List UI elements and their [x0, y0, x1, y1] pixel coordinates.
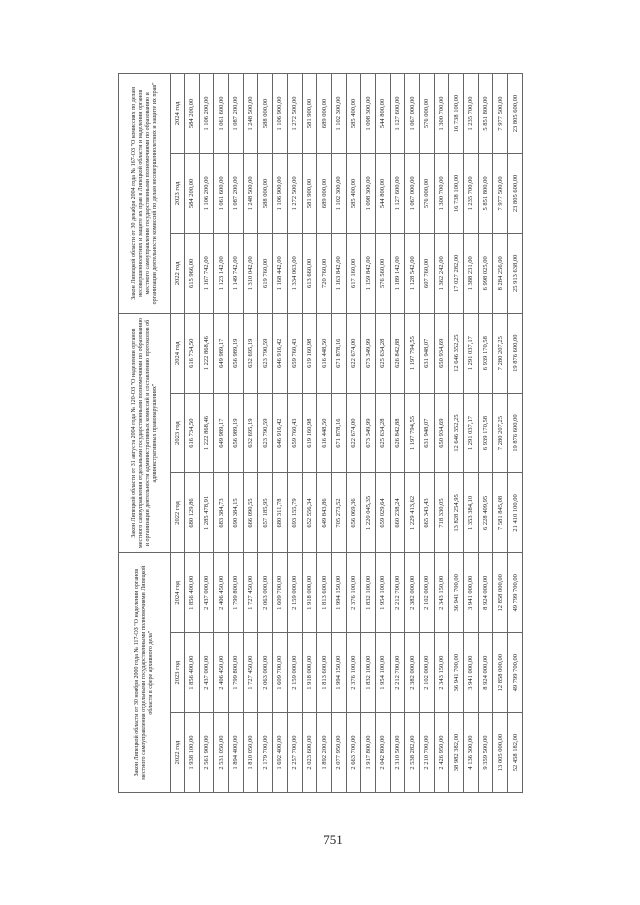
value-cell: 576 000,00 — [420, 74, 435, 154]
value-cell: 19 876 600,00 — [508, 393, 523, 473]
table-row — [273, 74, 288, 793]
value-cell: 632 695,19 — [243, 393, 258, 473]
value-cell: 1 128 542,00 — [405, 233, 420, 313]
value-cell: 544 800,00 — [375, 74, 390, 154]
table-row — [478, 74, 493, 793]
value-cell: 2 376 100,00 — [346, 633, 361, 713]
value-cell: 650 934,69 — [434, 393, 449, 473]
value-cell: 3 941 000,00 — [464, 633, 479, 713]
value-cell: 12 646 352,25 — [449, 393, 464, 473]
value-cell: 718 330,05 — [434, 473, 449, 553]
value-cell: 1 362 242,00 — [434, 233, 449, 313]
value-cell: 7 977 500,00 — [493, 74, 508, 154]
value-cell: 1 229 413,62 — [405, 473, 420, 553]
value-cell: 1 692 400,00 — [273, 713, 288, 793]
law-header: Закон Липецкой области от 30 декабря 2004 года № 167-ОЗ "О комиссиях по делам несовершеннолетних и защите их прав в Липецкой области и наделении органов местного самоуправления государственными полномочиями по образованию и организации деятельности комиссий по делам несовершеннолетних и защите их прав" — [119, 74, 171, 314]
value-cell: 2 343 150,00 — [434, 553, 449, 633]
value-cell: 2 102 000,00 — [420, 553, 435, 633]
value-cell: 659 760,43 — [287, 313, 302, 393]
value-cell: 683 384,73 — [214, 473, 229, 553]
value-cell: 2 382 000,00 — [405, 633, 420, 713]
table-row — [302, 74, 317, 793]
value-cell: 19 876 600,00 — [508, 313, 523, 393]
table-row — [243, 74, 258, 793]
value-cell: 12 646 352,25 — [449, 313, 464, 393]
value-cell: 646 916,42 — [273, 393, 288, 473]
value-cell: 1 106 200,00 — [199, 154, 214, 234]
value-cell: 690 384,15 — [229, 473, 244, 553]
value-cell: 1 106 900,00 — [273, 74, 288, 154]
header-row — [119, 74, 171, 793]
value-cell: 576 000,00 — [420, 154, 435, 234]
value-cell: 1 994 150,00 — [331, 633, 346, 713]
value-cell: 12 858 000,00 — [493, 633, 508, 713]
value-cell: 2 343 150,00 — [434, 633, 449, 713]
value-cell: 1 168 442,00 — [273, 233, 288, 313]
table-row — [346, 74, 361, 793]
value-cell: 650 934,69 — [434, 313, 449, 393]
value-cell: 1 272 500,00 — [287, 154, 302, 234]
value-cell: 622 674,00 — [346, 393, 361, 473]
value-cell: 613 660,00 — [302, 233, 317, 313]
value-cell: 4 136 300,00 — [464, 713, 479, 793]
value-cell: 671 878,16 — [331, 313, 346, 393]
table-row — [361, 74, 376, 793]
year-cell: 2024 год — [171, 74, 185, 154]
year-cell: 2022 год — [171, 233, 185, 313]
value-cell: 1 300 700,00 — [434, 154, 449, 234]
value-cell: 7 977 500,00 — [493, 154, 508, 234]
value-cell: 2 077 950,00 — [331, 713, 346, 793]
value-cell: 1 813 600,00 — [317, 633, 332, 713]
table-row — [405, 74, 420, 793]
value-cell: 1 810 050,00 — [243, 713, 258, 793]
value-cell: 665 343,43 — [420, 473, 435, 553]
value-cell: 1 163 842,00 — [331, 233, 346, 313]
year-cell: 2023 год — [171, 154, 185, 234]
year-cell: 2023 год — [171, 633, 185, 713]
value-cell: 1 917 800,00 — [361, 713, 376, 793]
value-cell: 1 856 400,00 — [185, 633, 200, 713]
value-cell: 1 832 100,00 — [361, 553, 376, 633]
value-cell: 8 924 000,00 — [478, 553, 493, 633]
value-cell: 1 609 700,00 — [273, 553, 288, 633]
value-cell: 1 197 794,55 — [405, 313, 420, 393]
value-cell: 616 448,50 — [317, 393, 332, 473]
value-cell: 584 200,00 — [185, 74, 200, 154]
value-cell: 588 000,00 — [258, 154, 273, 234]
value-cell: 689 000,00 — [317, 154, 332, 234]
value-cell: 2 376 100,00 — [346, 553, 361, 633]
value-cell: 2 437 000,00 — [199, 553, 214, 633]
value-cell: 1 067 000,00 — [405, 154, 420, 234]
value-cell: 36 941 700,00 — [449, 553, 464, 633]
value-cell: 13 828 254,95 — [449, 473, 464, 553]
value-cell: 576 560,00 — [375, 233, 390, 313]
value-cell: 1 102 300,00 — [331, 74, 346, 154]
value-cell: 2 212 700,00 — [390, 553, 405, 633]
value-cell: 2 663 700,00 — [346, 713, 361, 793]
value-cell: 649 989,17 — [214, 393, 229, 473]
table-row — [317, 74, 332, 793]
value-cell: 2 159 000,00 — [287, 633, 302, 713]
value-cell: 588 000,00 — [258, 74, 273, 154]
value-cell: 1 310 042,00 — [243, 233, 258, 313]
value-cell: 581 900,00 — [302, 154, 317, 234]
value-cell: 1 727 450,00 — [243, 553, 258, 633]
value-cell: 656 989,19 — [229, 313, 244, 393]
value-cell: 52 458 182,00 — [508, 713, 523, 793]
value-cell: 1 061 600,00 — [214, 74, 229, 154]
value-cell: 23 805 600,00 — [508, 74, 523, 154]
value-cell: 1 799 800,00 — [229, 633, 244, 713]
value-cell: 616 448,50 — [317, 313, 332, 393]
value-cell: 626 842,88 — [390, 313, 405, 393]
value-cell: 7 280 207,25 — [493, 393, 508, 473]
value-cell: 2 102 000,00 — [420, 633, 435, 713]
value-cell: 1 727 450,00 — [243, 633, 258, 713]
value-cell: 657 185,95 — [258, 473, 273, 553]
value-cell: 1 127 600,00 — [390, 74, 405, 154]
value-cell: 2 063 000,00 — [258, 633, 273, 713]
value-cell: 25 913 638,00 — [508, 233, 523, 313]
value-cell: 1 892 200,00 — [317, 713, 332, 793]
value-cell: 2 561 900,00 — [199, 713, 214, 793]
value-cell: 21 410 100,00 — [508, 473, 523, 553]
value-cell: 1 102 300,00 — [331, 154, 346, 234]
year-cell: 2022 год — [171, 473, 185, 553]
value-cell: 680 311,78 — [273, 473, 288, 553]
value-cell: 1 087 200,00 — [229, 154, 244, 234]
value-cell: 622 674,00 — [346, 313, 361, 393]
table-row — [185, 74, 200, 793]
value-cell: 660 238,24 — [390, 473, 405, 553]
value-cell: 693 155,79 — [287, 473, 302, 553]
value-cell: 1 918 000,00 — [302, 553, 317, 633]
value-cell: 544 800,00 — [375, 154, 390, 234]
value-cell: 1 291 037,17 — [464, 313, 479, 393]
page-number: 751 — [323, 832, 343, 847]
value-cell: 585 400,00 — [346, 74, 361, 154]
value-cell: 36 941 700,00 — [449, 633, 464, 713]
year-cell: 2022 год — [171, 713, 185, 793]
value-cell: 1 291 037,17 — [464, 393, 479, 473]
value-cell: 680 129,86 — [185, 473, 200, 553]
value-cell: 1 098 300,00 — [361, 74, 376, 154]
value-cell: 632 695,19 — [243, 313, 258, 393]
value-cell: 1 248 500,00 — [243, 74, 258, 154]
value-cell: 12 858 000,00 — [493, 553, 508, 633]
value-cell: 2 406 450,00 — [214, 633, 229, 713]
value-cell: 1 220 045,35 — [361, 473, 376, 553]
budget-table — [118, 73, 523, 793]
value-cell: 6 939 170,58 — [478, 313, 493, 393]
value-cell: 1 189 142,00 — [390, 233, 405, 313]
value-cell: 1 067 000,00 — [405, 74, 420, 154]
value-cell: 1 098 300,00 — [361, 154, 376, 234]
value-cell: 1 159 842,00 — [361, 233, 376, 313]
value-cell: 1 149 742,00 — [229, 233, 244, 313]
value-cell: 1 954 100,00 — [375, 553, 390, 633]
value-cell: 2 212 700,00 — [390, 633, 405, 713]
value-cell: 631 948,07 — [420, 313, 435, 393]
table-row — [214, 74, 229, 793]
value-cell: 666 090,55 — [243, 473, 258, 553]
value-cell: 671 878,16 — [331, 393, 346, 473]
value-cell: 623 790,59 — [258, 313, 273, 393]
value-cell: 16 738 100,00 — [449, 74, 464, 154]
value-cell: 13 005 000,00 — [493, 713, 508, 793]
value-cell: 2 210 700,00 — [420, 713, 435, 793]
value-cell: 659 029,64 — [375, 473, 390, 553]
value-cell: 2 531 050,00 — [214, 713, 229, 793]
value-cell: 23 805 600,00 — [508, 154, 523, 234]
value-cell: 2 063 000,00 — [258, 553, 273, 633]
value-cell: 1 813 600,00 — [317, 553, 332, 633]
value-cell: 3 941 000,00 — [464, 553, 479, 633]
value-cell: 1 894 400,00 — [229, 713, 244, 793]
value-cell: 16 738 100,00 — [449, 154, 464, 234]
value-cell: 1 087 200,00 — [229, 74, 244, 154]
value-cell: 617 160,00 — [346, 233, 361, 313]
value-cell: 616 734,50 — [185, 393, 200, 473]
value-cell: 619 160,98 — [302, 313, 317, 393]
value-cell: 705 273,52 — [331, 473, 346, 553]
value-cell: 6 939 170,58 — [478, 393, 493, 473]
value-cell: 38 982 382,00 — [449, 713, 464, 793]
value-cell: 2 437 000,00 — [199, 633, 214, 713]
value-cell: 5 851 800,00 — [478, 154, 493, 234]
value-cell: 1 197 794,55 — [405, 393, 420, 473]
value-cell: 7 581 845,08 — [493, 473, 508, 553]
value-cell: 1 300 700,00 — [434, 74, 449, 154]
value-cell: 1 061 600,00 — [214, 154, 229, 234]
value-cell: 1 123 142,00 — [214, 233, 229, 313]
table-row — [420, 74, 435, 793]
value-cell: 1 334 063,00 — [287, 233, 302, 313]
value-cell: 2 179 700,00 — [258, 713, 273, 793]
value-cell: 1 954 100,00 — [375, 633, 390, 713]
value-cell: 625 634,28 — [375, 393, 390, 473]
value-cell: 2 382 000,00 — [405, 553, 420, 633]
value-cell: 1 127 600,00 — [390, 154, 405, 234]
law-header: Закон Липецкой области от 30 ноября 2000 года № 117-ОЗ "О наделении органов местного самоуправления отдельными государственными полномочиями Липецкой области в сфере архивного дела" — [119, 553, 171, 793]
value-cell: 616 734,50 — [185, 313, 200, 393]
value-cell: 673 349,99 — [361, 393, 376, 473]
value-cell: 49 799 700,00 — [508, 633, 523, 713]
value-cell: 689 000,00 — [317, 74, 332, 154]
value-cell: 1 994 150,00 — [331, 553, 346, 633]
law-header: Закон Липецкой области от 31 августа 2004 года № 120-ОЗ "О наделении органов местного самоуправления отдельными государственными полномочиями по образованию и организации деятельности административных комиссий и составлению протоколов об административных правонарушениях" — [119, 313, 171, 553]
value-cell: 649 843,86 — [317, 473, 332, 553]
value-cell: 5 851 800,00 — [478, 74, 493, 154]
value-cell: 2 023 600,00 — [302, 713, 317, 793]
value-cell: 585 400,00 — [346, 154, 361, 234]
table-row — [493, 74, 508, 793]
value-cell: 649 989,17 — [214, 313, 229, 393]
table-row — [258, 74, 273, 793]
value-cell: 607 760,00 — [420, 233, 435, 313]
value-cell: 1 222 868,46 — [199, 313, 214, 393]
value-cell: 8 284 256,00 — [493, 233, 508, 313]
value-cell: 6 998 025,00 — [478, 233, 493, 313]
value-cell: 2 042 800,00 — [375, 713, 390, 793]
value-cell: 1 609 700,00 — [273, 633, 288, 713]
year-row — [171, 74, 185, 793]
value-cell: 631 948,07 — [420, 393, 435, 473]
value-cell: 1 856 400,00 — [185, 553, 200, 633]
table-row — [464, 74, 479, 793]
value-cell: 8 924 000,00 — [478, 633, 493, 713]
value-cell: 1 799 800,00 — [229, 553, 244, 633]
value-cell: 584 200,00 — [185, 154, 200, 234]
value-cell: 49 799 700,00 — [508, 553, 523, 633]
value-cell: 1 353 384,10 — [464, 473, 479, 553]
value-cell: 652 556,34 — [302, 473, 317, 553]
value-cell: 581 900,00 — [302, 74, 317, 154]
table-row — [390, 74, 405, 793]
value-cell: 1 285 478,91 — [199, 473, 214, 553]
table-row — [449, 74, 464, 793]
table-row — [287, 74, 302, 793]
value-cell: 1 222 868,46 — [199, 393, 214, 473]
value-cell: 619 160,98 — [302, 393, 317, 473]
value-cell: 673 349,99 — [361, 313, 376, 393]
value-cell: 626 842,88 — [390, 393, 405, 473]
table-row — [375, 74, 390, 793]
value-cell: 1 388 231,00 — [464, 233, 479, 313]
value-cell: 1 106 200,00 — [199, 74, 214, 154]
table-row — [434, 74, 449, 793]
value-cell: 2 257 700,00 — [287, 713, 302, 793]
value-cell: 1 167 742,00 — [199, 233, 214, 313]
value-cell: 17 027 282,00 — [449, 233, 464, 313]
value-cell: 2 159 000,00 — [287, 553, 302, 633]
year-cell: 2023 год — [171, 393, 185, 473]
value-cell: 1 832 100,00 — [361, 633, 376, 713]
value-cell: 1 938 100,00 — [185, 713, 200, 793]
value-cell: 7 280 207,25 — [493, 313, 508, 393]
value-cell: 6 228 409,95 — [478, 473, 493, 553]
table-row — [199, 74, 214, 793]
table-row — [508, 74, 523, 793]
value-cell: 615 966,00 — [185, 233, 200, 313]
table-row — [331, 74, 346, 793]
value-cell: 1 272 500,00 — [287, 74, 302, 154]
year-cell: 2024 год — [171, 313, 185, 393]
value-cell: 646 916,42 — [273, 313, 288, 393]
table-row — [229, 74, 244, 793]
value-cell: 1 248 500,00 — [243, 154, 258, 234]
value-cell: 625 634,28 — [375, 313, 390, 393]
value-cell: 1 235 700,00 — [464, 74, 479, 154]
year-cell: 2024 год — [171, 553, 185, 633]
value-cell: 2 538 282,00 — [405, 713, 420, 793]
value-cell: 1 106 900,00 — [273, 154, 288, 234]
value-cell: 1 918 000,00 — [302, 633, 317, 713]
value-cell: 2 310 500,00 — [390, 713, 405, 793]
value-cell: 720 760,00 — [317, 233, 332, 313]
value-cell: 656 989,19 — [229, 393, 244, 473]
value-cell: 659 760,43 — [287, 393, 302, 473]
value-cell: 2 406 450,00 — [214, 553, 229, 633]
value-cell: 619 760,00 — [258, 233, 273, 313]
value-cell: 2 426 950,00 — [434, 713, 449, 793]
value-cell: 656 069,36 — [346, 473, 361, 553]
value-cell: 9 359 500,00 — [478, 713, 493, 793]
value-cell: 1 235 700,00 — [464, 154, 479, 234]
value-cell: 623 790,59 — [258, 393, 273, 473]
rotated-table-wrapper — [118, 73, 523, 793]
